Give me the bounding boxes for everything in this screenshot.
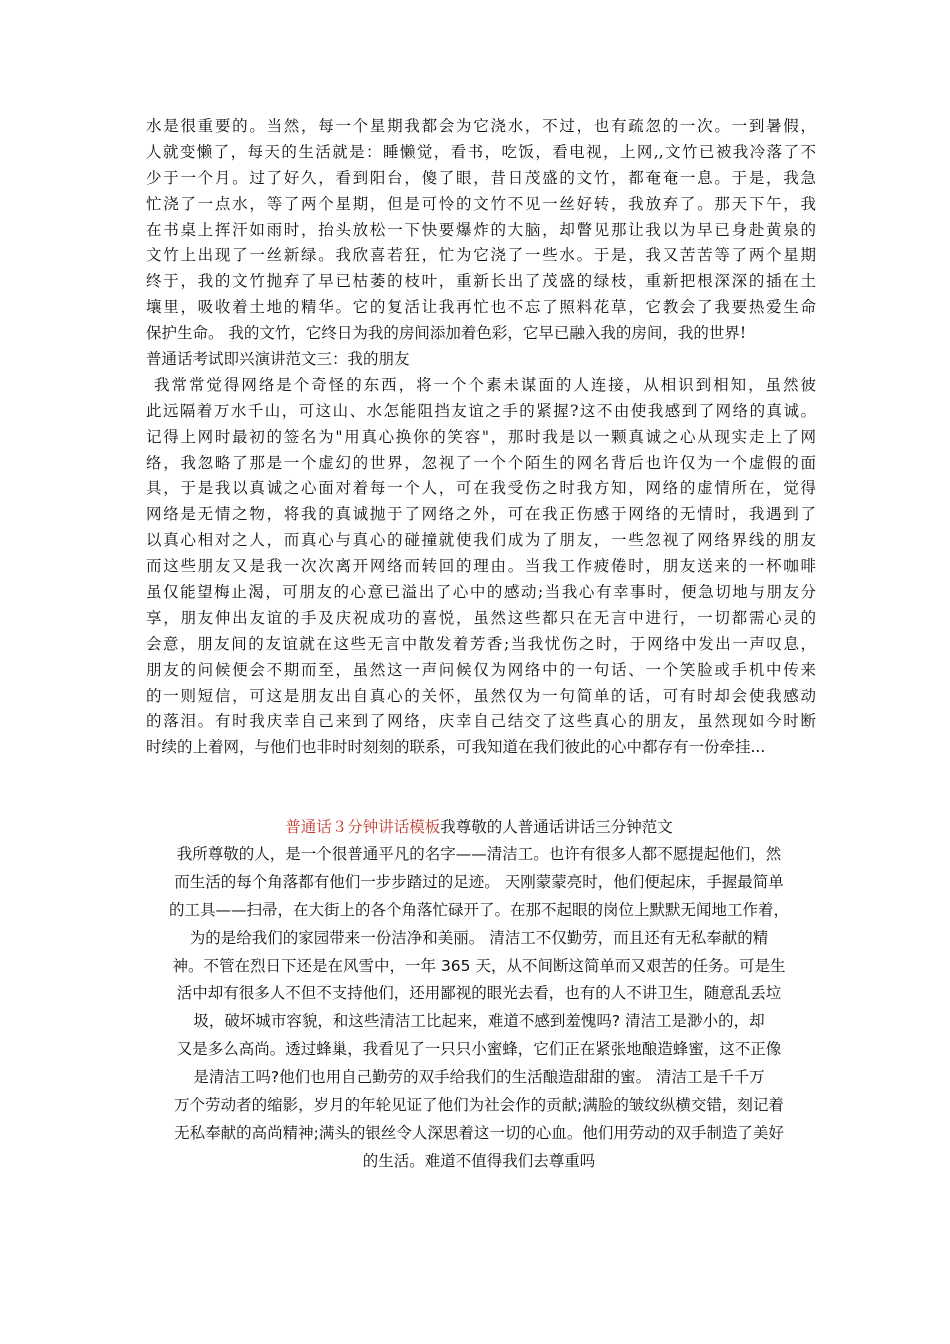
paragraph-line: 少于一个月。过了好久，看到阳台，傻了眼，昔日茂盛的文竹，都奄奄一息。于是，我急 [146,168,816,187]
article-section-1 [146,114,816,761]
paragraph-line: 此远隔着万水千山，可这山、水怎能阻挡友谊之手的紧握?这不由使我感到了网络的真诚。 [146,401,816,420]
paragraph-line: 朋友的问候便会不期而至，虽然这一声问候仅为网络中的一句话、一个笑脸或手机中传来 [146,660,816,679]
article-title [144,814,814,841]
paragraph-line: 保护生命。 我的文竹，它终日为我的房间添加着色彩，它早已融入我的房间，我的世界! [146,324,747,343]
paragraph-line: 圾，破坏城市容貌，和这些清洁工比起来，难道不感到羞愧吗? 清洁工是渺小的，却 [193,1012,765,1031]
paragraph-line: 神。不管在烈日下还是在风雪中，一年 365 天，从不间断这简单而又艰苦的任务。可是生 [172,956,786,975]
paragraph-line: 会意，朋友间的友谊就在这些无言中散发着芳香;当我忧伤之时，于网络中发出一声叹息， [146,634,816,653]
article-title-text: 我尊敬的人普通话讲话三分钟范文 [440,818,673,836]
paragraph-line: 壤里，吸收着土地的精华。它的复活让我再忙也不忘了照料花草，它教会了我要热爱生命 [146,298,816,317]
paragraph-line: 的落泪。有时我庆幸自己来到了网络，庆幸自己结交了这些真心的朋友，虽然现如今时断 [146,712,816,731]
paragraph-line: 水是很重要的。当然，每一个星期我都会为它浇水，不过，也有疏忽的一次。一到暑假， [146,117,816,135]
paragraph-line: 忙浇了一点水，等了两个星期，但是可怜的文竹不见一丝好转，我放弃了。那天下午，我 [146,194,816,213]
paragraph-line: 在书桌上挥汗如雨时，抬头放松一下快要爆炸的大脑，却瞥见那让我以为早已身赴黄泉的 [146,220,816,239]
paragraph-line: 终于，我的文竹抛弃了早已枯萎的枝叶，重新长出了茂盛的绿枝，重新把根深深的插在土 [146,272,816,291]
paragraph-line: 时续的上着网，与他们也非时时刻刻的联系，可我知道在我们彼此的心中都存有一份牵挂... [146,738,766,757]
paragraph-line: 虽仅能望梅止渴，可朋友的心意已溢出了心中的感动;当我心有幸事时，便急切地与朋友分 [146,583,816,602]
section-heading: 普通话考试即兴演讲范文三：我的朋友 [146,350,410,369]
template-link[interactable]: 普通话３分钟讲话模板 [285,818,441,836]
paragraph-line: 具，于是我以真诚之心面对着每一个人，可在我受伤之时我方知，网络的虚情所在，觉得 [146,479,816,498]
paragraph-line: 我所尊敬的人，是一个很普通平凡的名字——清洁工。也许有很多人都不愿提起他们，然 [176,845,782,863]
paragraph-line: 网络是无情之物，将我的真诚抛于了网络之外，可在我正伤感于网络的无情时，我遇到了 [146,505,816,524]
paragraph-line: 以真心相对之人，而真心与真心的碰撞就使我们成为了朋友，一些忽视了网络界线的朋友 [146,531,816,550]
article-section-2 [144,814,814,1176]
paragraph-line: 而这些朋友又是我一次次离开网络而转回的理由。当我工作疲倦时，朋友送来的一杯咖啡 [146,557,816,576]
paragraph-line: 为的是给我们的家园带来一份洁净和美丽。 清洁工不仅勤劳，而且还有无私奉献的精 [189,928,769,947]
paragraph-line: 活中却有很多人不但不支持他们，还用鄙视的眼光去看，也有的人不讲卫生，随意乱丢垃 [176,984,782,1003]
paragraph-line: 文竹上出现了一丝新绿。我欣喜若狂，忙为它浇了一些水。于是，我又苦苦等了两个星期 [146,246,816,265]
paragraph-line: 万个劳动者的缩影，岁月的年轮见证了他们为社会作的贡献;满脸的皱纹纵横交错，刻记着 [174,1096,784,1115]
paragraph-line: 的工具——扫帚，在大街上的各个角落忙碌开了。在那不起眼的岗位上默默无闻地工作着， [168,900,789,919]
paragraph-line: 人就变懒了，每天的生活就是：睡懒觉，看书，吃饭，看电视，上网,,文竹已被我冷落了不 [146,142,816,161]
paragraph-line: 我常常觉得网络是个奇怪的东西，将一个个素未谋面的人连接，从相识到相知，虽然彼 [154,375,816,394]
paragraph-line: 又是多么高尚。透过蜂巢，我看见了一只只小蜜蜂，它们正在紧张地酿造蜂蜜，这不正像 [176,1040,782,1059]
paragraph-line: 无私奉献的高尚精神;满头的银丝令人深思着这一切的心血。他们用劳动的双手制造了美好 [174,1123,784,1142]
paragraph-line: 是清洁工吗?他们也用自己勤劳的双手给我们的生活酿造甜甜的蜜。 清洁工是千千万 [193,1068,765,1087]
paragraph-line: 享，朋友伸出友谊的手及庆祝成功的喜悦，虽然这些都只在无言中进行，一切都需心灵的 [146,608,816,627]
paragraph-line: 的一则短信，可这是朋友出自真心的关怀，虽然仅为一句简单的话，可有时却会使我感动 [146,686,816,705]
paragraph-line: 而生活的每个角落都有他们一步步踏过的足迹。 天刚蒙蒙亮时，他们便起床，手握最简单 [174,872,784,891]
paragraph-line: 的生活。难道不值得我们去尊重吗 [362,1151,596,1170]
paragraph-line: 记得上网时最初的签名为"用真心换你的笑容"，那时我是以一颗真诚之心从现实走上了网 [146,427,816,446]
paragraph-line: 络，我忽略了那是一个虚幻的世界，忽视了一个个陌生的网名背后也许仅为一个虚假的面 [146,453,816,472]
